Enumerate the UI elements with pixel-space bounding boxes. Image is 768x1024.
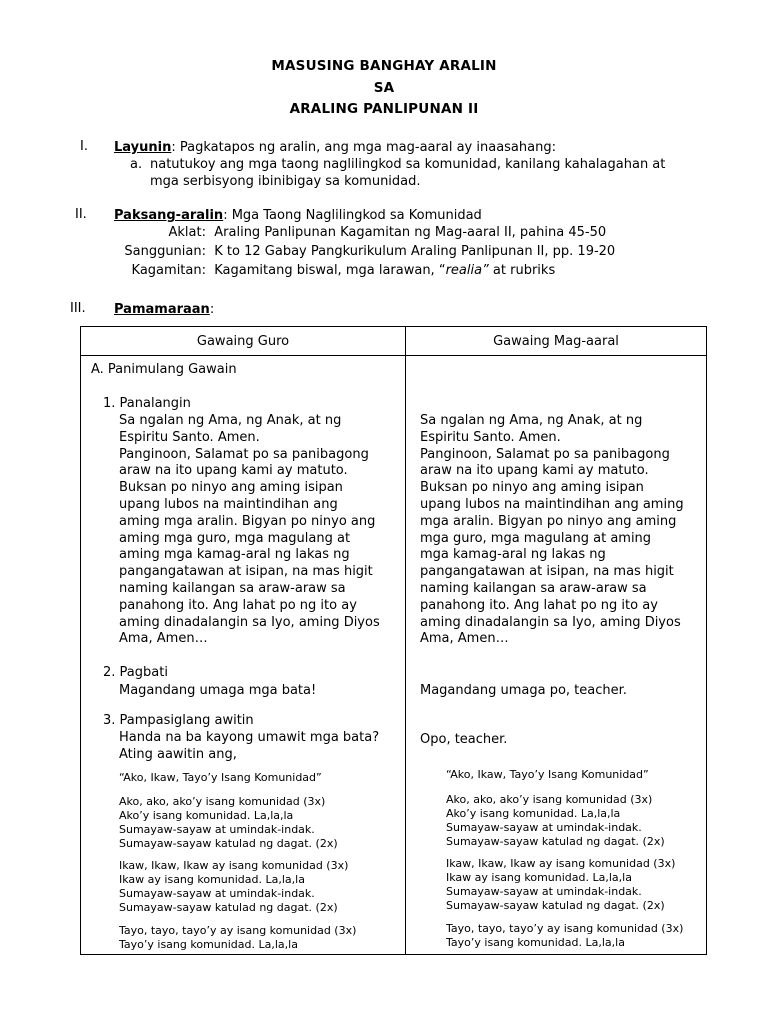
sanggunian-label: Sanggunian: — [124, 244, 206, 259]
prayer-line: Espiritu Santo. Amen. — [119, 429, 260, 445]
section-heading-layunin: Layunin — [114, 140, 172, 155]
song-verse-3 — [446, 922, 683, 950]
prayer-line: mga kamag-aral ng lakas ng — [420, 547, 606, 563]
prayer-line: mga aralin. Bigyan po ninyo ang aming — [420, 513, 677, 529]
verse-line: Tayo, tayo, tayo’y ay isang komunidad (3x) — [119, 924, 357, 937]
section-number-3: III. — [70, 301, 86, 316]
document-title: MASUSING BANGHAY ARALIN — [271, 58, 497, 74]
table-header-row — [81, 327, 707, 356]
song-verse-1 — [446, 793, 665, 849]
verse-line: Sumayaw-sayaw at umindak-indak. — [446, 821, 642, 834]
verse-line: Sumayaw-sayaw at umindak-indak. — [119, 823, 315, 836]
prayer-line: aming mga aralin. Bigyan po ninyo ang — [119, 513, 376, 529]
prayer-line: Buksan po ninyo ang aming isipan — [420, 480, 644, 496]
kagamitan-row — [114, 263, 555, 278]
section-heading-paksang-aralin: Paksang-aralin — [114, 208, 224, 223]
layunin-item-a-line1: natutukoy ang mga taong naglilingkod sa komunidad, kanilang kahalagahan at — [150, 157, 666, 172]
section-pamamaraan — [114, 301, 214, 318]
section-paksang-aralin — [114, 207, 482, 224]
verse-line: Sumayaw-sayaw at umindak-indak. — [119, 887, 315, 900]
prayer-line: araw na ito upang kami ay matuto. — [119, 463, 348, 479]
song-title: “Ako, Ikaw, Tayo’y Isang Komunidad” — [446, 768, 649, 781]
section-number-2: II. — [75, 207, 87, 222]
layunin-item-a-line2: mga serbisyong ibinibigay sa komunidad. — [150, 174, 421, 189]
section-heading-pamamaraan: Pamamaraan — [114, 302, 210, 317]
verse-line: Tayo’y isang komunidad. La,la,la — [119, 938, 298, 951]
prayer-line: panahong ito. Ang lahat po ng ito ay — [420, 597, 658, 613]
prayer-line: panahong ito. Ang lahat po ng ito ay — [119, 597, 357, 613]
prayer-line: naming kailangan sa araw-araw sa — [420, 580, 647, 596]
aklat-row — [114, 225, 606, 240]
prayer-line: upang lubos na maintindihan ang aming — [420, 496, 684, 512]
prayer-line: Ama, Amen… — [119, 631, 208, 647]
aklat-label: Aklat: — [168, 225, 206, 240]
pagbati-label: 2. Pagbati — [103, 665, 168, 680]
verse-line: Sumayaw-sayaw katulad ng dagat. (2x) — [446, 899, 665, 912]
song-verse-1 — [119, 795, 338, 851]
magaaral-prayer — [420, 413, 701, 648]
section-paksang-aralin-text: : Mga Taong Naglilingkod sa Komunidad — [223, 208, 482, 223]
guro-greeting: Magandang umaga mga bata! — [119, 683, 317, 698]
document-subject: ARALING PANLIPUNAN II — [289, 101, 479, 117]
prayer-line: Panginoon, Salamat po sa panibagong — [119, 446, 369, 462]
prayer-line: Sa ngalan ng Ama, ng Anak, at ng — [420, 413, 643, 428]
kagamitan-value-pre: Kagamitang biswal, mga larawan, “ — [214, 263, 446, 278]
prayer-line: Espiritu Santo. Amen. — [420, 429, 561, 445]
verse-line: Tayo, tayo, tayo’y ay isang komunidad (3x) — [446, 922, 684, 935]
verse-line: Sumayaw-sayaw katulad ng dagat. (2x) — [119, 837, 338, 850]
prayer-line: Panginoon, Salamat po sa panibagong — [420, 446, 670, 462]
prayer-line: aming dinadalangin sa Iyo, aming Diyos — [119, 614, 380, 630]
prayer-line: upang lubos na maintindihan ang — [119, 496, 338, 512]
prayer-line: aming mga guro, mga magulang at — [119, 530, 351, 546]
verse-line: Ikaw ay isang komunidad. La,la,la — [119, 873, 305, 886]
verse-line: Tayo’y isang komunidad. La,la,la — [446, 936, 625, 949]
col-header-magaaral: Gawaing Mag-aaral — [406, 327, 707, 356]
song-title: “Ako, Ikaw, Tayo’y Isang Komunidad” — [119, 771, 322, 784]
prayer-line: mga guro, mga magulang at aming — [420, 530, 652, 546]
verse-line: Ikaw, Ikaw, Ikaw ay isang komunidad (3x) — [446, 857, 676, 870]
verse-line: Sumayaw-sayaw katulad ng dagat. (2x) — [119, 901, 338, 914]
prayer-line: aming mga kamag-aral ng lakas ng — [119, 547, 350, 563]
prayer-line: Ama, Amen… — [420, 631, 509, 647]
panalangin-label: 1. Panalangin — [103, 396, 191, 411]
guro-prayer — [119, 413, 397, 648]
prayer-line: Sa ngalan ng Ama, ng Anak, at ng — [119, 413, 342, 428]
prayer-line: Buksan po ninyo ang aming isipan — [119, 480, 343, 496]
song-verse-3 — [119, 924, 356, 952]
sanggunian-row — [114, 244, 615, 259]
verse-line: Sumayaw-sayaw at umindak-indak. — [446, 885, 642, 898]
prayer-line: pangangatawan at isipan, na mas higit — [420, 564, 674, 580]
kagamitan-value-italic: realia” — [445, 263, 489, 278]
kagamitan-value-post: at rubriks — [488, 263, 556, 278]
aklat-value: Araling Panlipunan Kagamitan ng Mag-aaral II, pahina 45-50 — [214, 225, 607, 240]
section-layunin — [114, 139, 556, 156]
sanggunian-value: K to 12 Gabay Pangkurikulum Araling Panlipunan II, pp. 19-20 — [214, 244, 616, 259]
verse-line: Sumayaw-sayaw katulad ng dagat. (2x) — [446, 835, 665, 848]
awitin-label: 3. Pampasiglang awitin — [103, 713, 254, 728]
prayer-line: aming dinadalangin sa Iyo, aming Diyos — [420, 614, 681, 630]
song-verse-2 — [119, 859, 348, 915]
verse-line: Ako, ako, ako’y isang komunidad (3x) — [119, 795, 326, 808]
table-row — [81, 356, 707, 955]
magaaral-song-reply: Opo, teacher. — [420, 732, 508, 747]
song-intro-line2: Ating aawitin ang, — [119, 747, 237, 762]
kagamitan-label: Kagamitan: — [131, 263, 206, 278]
song-verse-2 — [446, 857, 675, 913]
verse-line: Ako’y isang komunidad. La,la,la — [119, 809, 294, 822]
verse-line: Ikaw ay isang komunidad. La,la,la — [446, 871, 632, 884]
verse-line: Ako, ako, ako’y isang komunidad (3x) — [446, 793, 653, 806]
prayer-line: araw na ito upang kami ay matuto. — [420, 463, 649, 479]
prayer-line: naming kailangan sa araw-araw sa — [119, 580, 346, 596]
layunin-item-marker: a. — [130, 157, 143, 172]
prayer-line: pangangatawan at isipan, na mas higit — [119, 564, 373, 580]
section-pamamaraan-colon: : — [209, 302, 215, 317]
activity-table — [80, 326, 707, 955]
verse-line: Ako’y isang komunidad. La,la,la — [446, 807, 621, 820]
song-intro-line1: Handa na ba kayong umawit mga bata? — [119, 730, 380, 745]
col-header-guro: Gawaing Guro — [81, 327, 406, 356]
document-title-sa: SA — [373, 80, 395, 96]
magaaral-greeting: Magandang umaga po, teacher. — [420, 683, 627, 698]
panimulang-gawain-heading: A. Panimulang Gawain — [91, 362, 237, 377]
section-layunin-text: : Pagkatapos ng aralin, ang mga mag-aaral ay inaasahang: — [171, 140, 556, 155]
verse-line: Ikaw, Ikaw, Ikaw ay isang komunidad (3x) — [119, 859, 349, 872]
section-number-1: I. — [80, 139, 88, 154]
magaaral-cell — [406, 356, 707, 955]
guro-cell — [81, 356, 406, 955]
